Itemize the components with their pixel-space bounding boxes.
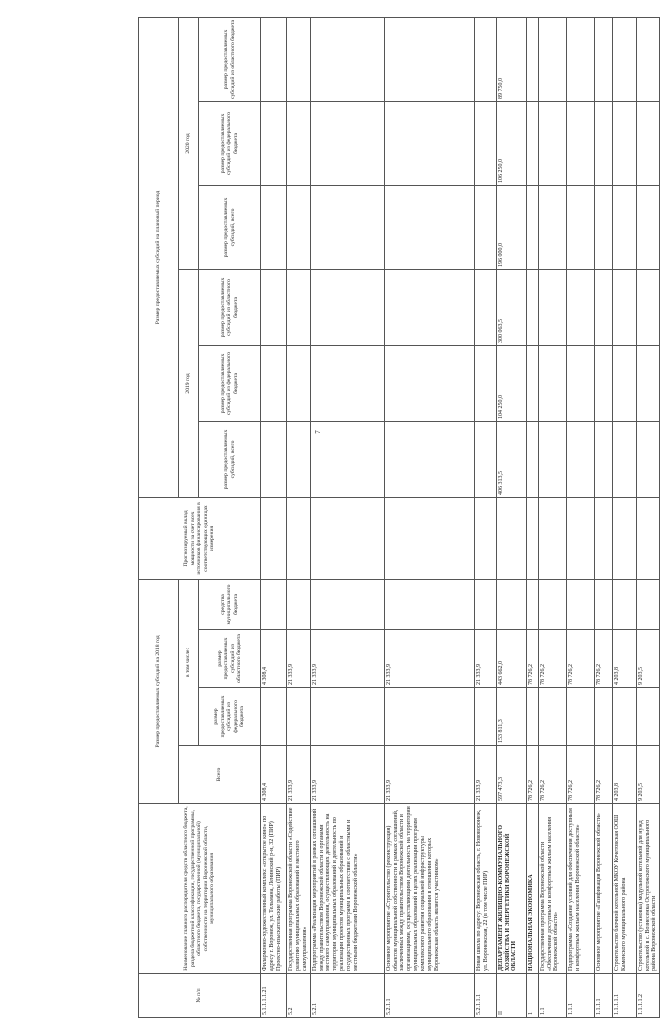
- cell-r20: [474, 17, 496, 101]
- cell-t20: [474, 185, 496, 269]
- header-size-2018: Размер предоставляемых субсидий на 2018 год: [139, 579, 179, 803]
- cell-fed: [310, 688, 384, 746]
- cell-num: 5.2: [287, 974, 311, 1018]
- cell-f19: [384, 345, 474, 421]
- cell-r20: [310, 17, 384, 101]
- header-2019: 2019 год: [179, 269, 199, 497]
- cell-forecast: [287, 497, 311, 579]
- cell-t20: [566, 185, 594, 269]
- cell-t20: [384, 185, 474, 269]
- cell-forecast: [566, 497, 594, 579]
- cell-r19: [566, 269, 594, 345]
- cell-f19: [526, 345, 538, 421]
- cell-name: Государственная программа Воронежской области «Содействие развитию муниципальных образований и местного самоуправления»: [287, 804, 311, 974]
- subsidies-table-rotated: [138, 18, 658, 1018]
- cell-fed: [384, 688, 474, 746]
- cell-f20: [594, 101, 612, 185]
- cell-f19: [538, 345, 566, 421]
- cell-fed: [612, 688, 636, 746]
- cell-fed: [261, 688, 287, 746]
- header-including: в том числе:: [179, 579, 199, 745]
- cell-mun: [594, 579, 612, 629]
- cell-mun: [612, 579, 636, 629]
- cell-r19: 300 063,5: [496, 269, 526, 345]
- cell-reg: 443 662,0: [496, 630, 526, 688]
- cell-r20: [287, 17, 311, 101]
- header-2020: 2020 год: [179, 17, 199, 269]
- cell-mun: [310, 579, 384, 629]
- cell-t19: [384, 421, 474, 497]
- cell-f19: [287, 345, 311, 421]
- cell-f20: [261, 101, 287, 185]
- cell-r19: [636, 269, 660, 345]
- cell-fed: 153 811,3: [496, 688, 526, 746]
- cell-t20: [538, 185, 566, 269]
- cell-f20: 106 250,0: [496, 101, 526, 185]
- cell-num: 1.1.1.1: [594, 974, 612, 1018]
- table-row: [384, 17, 474, 1017]
- cell-r20: [566, 17, 594, 101]
- cell-reg: 78 726,2: [538, 630, 566, 688]
- cell-num: 5.2.1: [310, 974, 384, 1018]
- cell-f19: [612, 345, 636, 421]
- cell-forecast: [526, 497, 538, 579]
- table-row: [538, 17, 566, 1017]
- cell-f19: [566, 345, 594, 421]
- cell-total: 78 726,2: [594, 746, 612, 804]
- cell-r19: [310, 269, 384, 345]
- cell-t20: [594, 185, 612, 269]
- header-forecast: Прогнозируемый вклад мощности за счет всех источников финансирования в соответствующих единицах измерения: [139, 497, 261, 579]
- cell-t20: [287, 185, 311, 269]
- cell-name: Основное мероприятие «Строительство (реконструкция) объектов муниципальной собственности в рамках соглашений, заключенных между правительством Воронежской области и организациями, осуществляющими деятельность на территории муниципальных образований в целях реализации программ комплексного развития социальной инфраструктуры муниципального образования в отношении которых Воронежская область является участником»: [384, 804, 474, 974]
- cell-total: 4 308,4: [261, 746, 287, 804]
- cell-f20: [538, 101, 566, 185]
- cell-name: Строительство (установка) модульной котельной для нужд котельной в с. Вознесенка Острогожского муниципального района Воронежской области: [636, 804, 660, 974]
- cell-t19: [636, 421, 660, 497]
- header-2020-fed: размер предоставляемых субсидий из федерального бюджета: [199, 101, 261, 185]
- cell-num: 1: [526, 974, 538, 1018]
- header-2020-reg: размер предоставляемых субсидий из областного бюджета: [199, 17, 261, 101]
- cell-t19: [261, 421, 287, 497]
- cell-t19: [538, 421, 566, 497]
- cell-f19: [474, 345, 496, 421]
- cell-t19: [310, 421, 384, 497]
- cell-forecast: [474, 497, 496, 579]
- header-2020-total: размер предоставляемых субсидий, всего: [199, 185, 261, 269]
- table-row: [526, 17, 538, 1017]
- cell-r20: [526, 17, 538, 101]
- cell-r19: [612, 269, 636, 345]
- cell-t19: 406 313,5: [496, 421, 526, 497]
- header-mun: средства муниципального бюджета: [199, 579, 261, 629]
- cell-r19: [538, 269, 566, 345]
- cell-total: 21 333,9: [384, 746, 474, 804]
- cell-total: 21 333,9: [474, 746, 496, 804]
- table-row: [474, 17, 496, 1017]
- cell-name: ДЕПАРТАМЕНТ ЖИЛИЩНО-КОММУНАЛЬНОГО ХОЗЯЙСТВА И ЭНЕРГЕТИКИ ВОРОНЕЖСКОЙ ОБЛАСТИ: [496, 804, 526, 974]
- header-2019-total: размер предоставляемых субсидий, всего: [199, 421, 261, 497]
- header-total: Всего: [179, 746, 261, 804]
- cell-t20: 196 000,0: [496, 185, 526, 269]
- cell-r19: [526, 269, 538, 345]
- cell-reg: 78 726,2: [594, 630, 612, 688]
- cell-forecast: [496, 497, 526, 579]
- cell-f19: [636, 345, 660, 421]
- cell-num: 5.2.1.1: [384, 974, 474, 1018]
- cell-num: 1.1.1.1.1: [612, 974, 636, 1018]
- cell-total: 597 473,3: [496, 746, 526, 804]
- cell-r19: [261, 269, 287, 345]
- cell-mun: [566, 579, 594, 629]
- cell-num: 5.1.1.1.1.21: [261, 974, 287, 1018]
- header-plan: Размер предоставляемых субсидий на плановый период: [139, 17, 179, 497]
- cell-f20: [526, 101, 538, 185]
- cell-t20: [261, 185, 287, 269]
- cell-reg: 21 333,9: [474, 630, 496, 688]
- cell-reg: 4 203,8: [612, 630, 636, 688]
- cell-f19: [261, 345, 287, 421]
- cell-reg: 21 333,9: [384, 630, 474, 688]
- cell-name: Строительство блочной котельной МКОУ Кочетовская ООШ Каменского муниципального района: [612, 804, 636, 974]
- cell-fed: [566, 688, 594, 746]
- cell-r19: [594, 269, 612, 345]
- subsidies-table: [138, 17, 660, 1018]
- cell-mun: [538, 579, 566, 629]
- table-row: [310, 17, 384, 1017]
- cell-r20: [594, 17, 612, 101]
- cell-t19: [594, 421, 612, 497]
- cell-t19: [566, 421, 594, 497]
- cell-f20: [566, 101, 594, 185]
- cell-fed: [636, 688, 660, 746]
- cell-f20: [287, 101, 311, 185]
- cell-fed: [526, 688, 538, 746]
- cell-r19: [287, 269, 311, 345]
- header-num: № п/п: [139, 974, 261, 1018]
- cell-f20: [474, 101, 496, 185]
- cell-mun: [636, 579, 660, 629]
- cell-forecast: [612, 497, 636, 579]
- cell-f19: [310, 345, 384, 421]
- cell-total: 78 726,2: [566, 746, 594, 804]
- table-row: [612, 17, 636, 1017]
- cell-num: 1.1: [538, 974, 566, 1018]
- cell-f19: 104 250,0: [496, 345, 526, 421]
- cell-mun: [261, 579, 287, 629]
- header-2019-fed: размер предоставляемых субсидий из федерального бюджета: [199, 345, 261, 421]
- cell-r20: [261, 17, 287, 101]
- cell-reg: 9 203,5: [636, 630, 660, 688]
- table-row: [287, 17, 311, 1017]
- cell-r20: [636, 17, 660, 101]
- cell-t19: [474, 421, 496, 497]
- cell-r19: [474, 269, 496, 345]
- cell-name: Основное мероприятие «Газификация Воронежской области»: [594, 804, 612, 974]
- cell-reg: 78 726,2: [526, 630, 538, 688]
- cell-name: Государственная программа Воронежской области «Обеспечение доступным и комфортным жильем населения Воронежской области»: [538, 804, 566, 974]
- cell-num: 1.1.1.1.2: [636, 974, 660, 1018]
- cell-forecast: [384, 497, 474, 579]
- cell-mun: [496, 579, 526, 629]
- cell-forecast: [636, 497, 660, 579]
- header-2019-reg: размер предоставляемых субсидий из областного бюджета: [199, 269, 261, 345]
- cell-num: 5.2.1.1.1: [474, 974, 496, 1018]
- cell-mun: [474, 579, 496, 629]
- cell-r20: [612, 17, 636, 101]
- cell-total: 4 203,8: [612, 746, 636, 804]
- table-row: [566, 17, 594, 1017]
- page-number: 7: [313, 430, 322, 434]
- cell-total: 78 726,2: [538, 746, 566, 804]
- cell-fed: [594, 688, 612, 746]
- cell-f20: [310, 101, 384, 185]
- cell-name: Новая школа по адресу: Воронежская область, г. Нововоронеж, ул. Воронежская, 22 (в том числе ПИР): [474, 804, 496, 974]
- cell-mun: [384, 579, 474, 629]
- cell-r19: [384, 269, 474, 345]
- cell-t19: [612, 421, 636, 497]
- table-row: [594, 17, 612, 1017]
- cell-forecast: [310, 497, 384, 579]
- cell-t19: [287, 421, 311, 497]
- cell-f20: [612, 101, 636, 185]
- cell-f20: [636, 101, 660, 185]
- cell-name: НАЦИОНАЛЬНАЯ ЭКОНОМИКА: [526, 804, 538, 974]
- cell-fed: [287, 688, 311, 746]
- cell-forecast: [594, 497, 612, 579]
- cell-t20: [612, 185, 636, 269]
- cell-r20: [538, 17, 566, 101]
- table-row: [261, 17, 287, 1017]
- cell-name: Подпрограмма «Создание условий для обеспечения доступным и комфортным жильем населения Воронежской области»: [566, 804, 594, 974]
- cell-forecast: [538, 497, 566, 579]
- cell-reg: 4 308,4: [261, 630, 287, 688]
- cell-r20: [384, 17, 474, 101]
- cell-t20: [526, 185, 538, 269]
- cell-total: 9 203,5: [636, 746, 660, 804]
- table-row: [636, 17, 660, 1017]
- cell-mun: [287, 579, 311, 629]
- cell-fed: [538, 688, 566, 746]
- cell-forecast: [261, 497, 287, 579]
- cell-num: II: [496, 974, 526, 1018]
- cell-total: 21 333,9: [287, 746, 311, 804]
- cell-mun: [526, 579, 538, 629]
- cell-f20: [384, 101, 474, 185]
- cell-t20: [636, 185, 660, 269]
- cell-t19: [526, 421, 538, 497]
- cell-name: Филармонно-художественный комплекс «открытое кино» по адресу г. Воронеж, ул. Тельмана, Ленинский р-н, 32 (ПИР) Проектно-изыскательские работы (ПИР): [261, 804, 287, 974]
- cell-reg: 78 726,2: [566, 630, 594, 688]
- cell-t20: [310, 185, 384, 269]
- header-name: Наименование главного распорядителя средств областного бюджета, раздела бюджетной классификации, государственной программы, областного бюджета, государственной (муниципальной) собственности на территории Воронежской области, муниципального образования: [139, 804, 261, 974]
- cell-total: 21 333,9: [310, 746, 384, 804]
- cell-f19: [594, 345, 612, 421]
- cell-name: Подпрограмма «Реализация мероприятий в рамках соглашений между правительством Воронежской области и органами местного самоуправления, осуществляющих деятельность на территории муниципальных образований и деятельность по реализации проектов муниципальных образований и государственных программ в соответствии с областными и местными бюджетами Воронежской области»: [310, 804, 384, 974]
- cell-reg: 21 333,9: [287, 630, 311, 688]
- table-row: [496, 17, 526, 1017]
- cell-fed: [474, 688, 496, 746]
- cell-r20: 89 750,0: [496, 17, 526, 101]
- cell-reg: 21 333,9: [310, 630, 384, 688]
- header-fed: размер предоставляемых субсидий из федерального бюджета: [199, 688, 261, 746]
- header-reg: размер предоставляемых субсидий из областного бюджета: [199, 630, 261, 688]
- cell-total: 78 726,2: [526, 746, 538, 804]
- cell-num: 1.1.1: [566, 974, 594, 1018]
